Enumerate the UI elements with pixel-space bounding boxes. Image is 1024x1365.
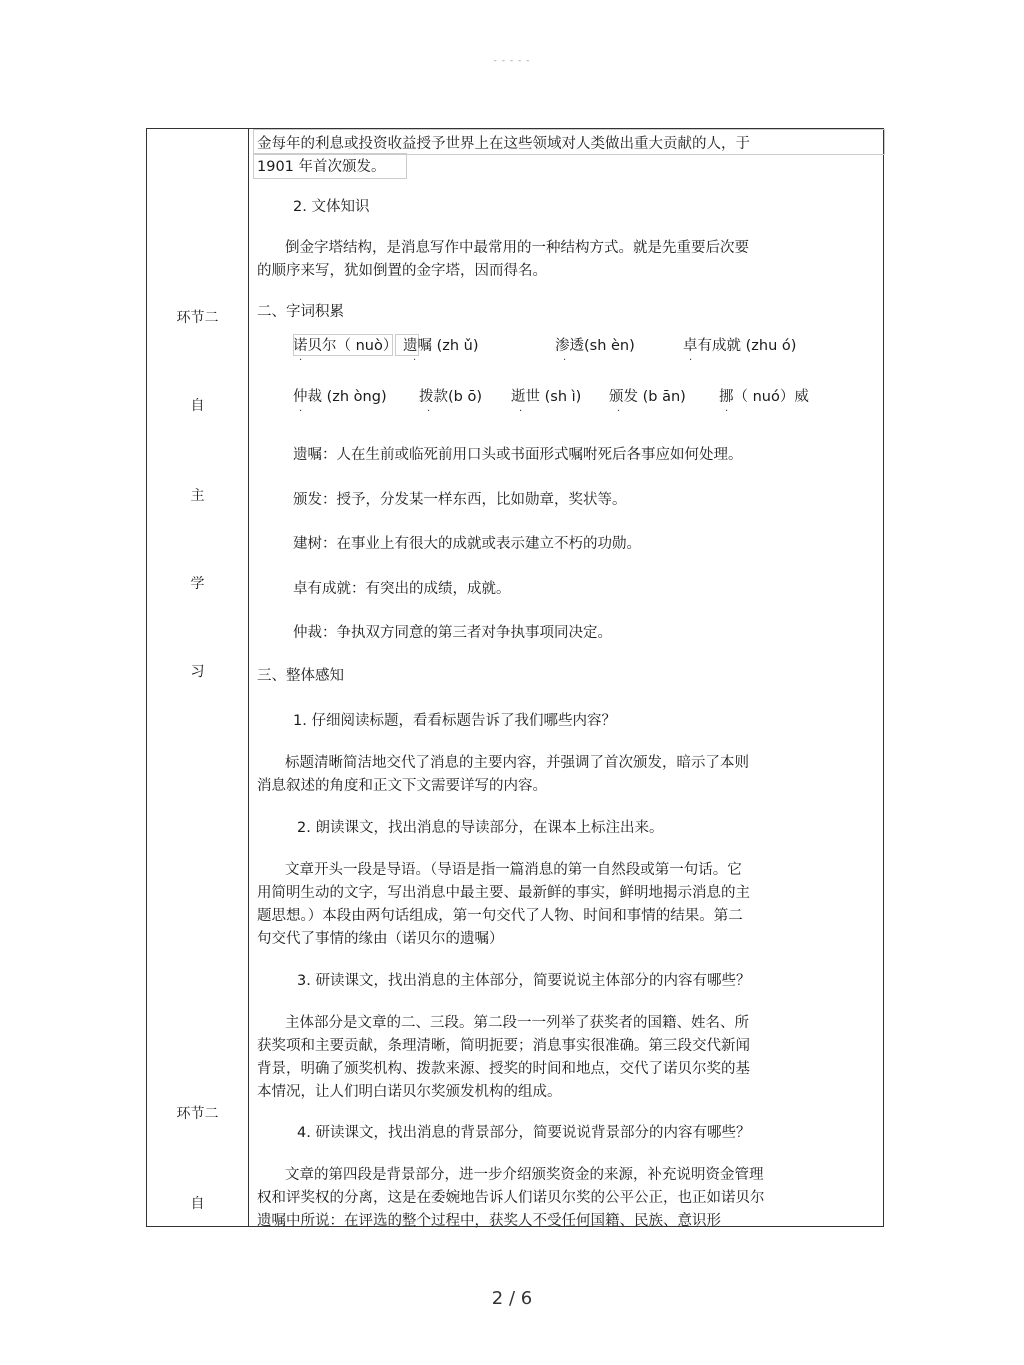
lesson-table <box>146 128 884 1227</box>
definition-yizhu: 遗嘱：人在生前或临死前用口头或书面形式嘱咐死后各事应如何处理。 <box>293 447 743 463</box>
word-shentou: 渗透(sh èn) <box>555 338 635 354</box>
section-char-zi: 自 <box>190 398 205 414</box>
intro-line-2: 1901 年首次颁发。 <box>257 159 386 175</box>
question-2: 2. 朗读课文，找出消息的导读部分，在课本上标注出来。 <box>297 820 664 836</box>
word-nuowei: 挪（ nuó）威 <box>719 389 809 405</box>
emphasis-dot: · <box>617 406 621 417</box>
emphasis-dot: · <box>299 355 303 366</box>
emphasis-dot: · <box>299 406 303 417</box>
answer-2-line-1: 文章开头一段是导语。（导语是指一篇消息的第一自然段或第一句话。它 <box>285 862 742 878</box>
answer-4-line-1: 文章的第四段是背景部分，进一步介绍颁奖资金的来源，补充说明资金管理 <box>285 1167 764 1183</box>
answer-2-line-4: 句交代了事情的缘由（诺贝尔的遗嘱） <box>257 931 504 947</box>
section-label-2: 环节二 <box>176 1106 219 1122</box>
emphasis-dot: · <box>413 355 417 366</box>
emphasis-dot: · <box>427 406 431 417</box>
word-banfa: 颁发 (b ān) <box>609 389 686 405</box>
word-yizhu: 遗嘱 (zh ǔ) <box>403 338 479 354</box>
answer-1-line-1: 标题清晰简洁地交代了消息的主要内容，并强调了首次颁发，暗示了本则 <box>285 755 749 771</box>
heading-overall-perception: 三、整体感知 <box>257 668 344 684</box>
definition-banfa: 颁发：授予，分发某一样东西，比如勋章，奖状等。 <box>293 492 627 508</box>
style-line-1: 倒金字塔结构，是消息写作中最常用的一种结构方式。就是先重要后次要 <box>285 240 749 256</box>
definition-zhuoyouchengjiu: 卓有成就：有突出的成绩，成就。 <box>293 581 511 597</box>
section-char-zi-2: 自 <box>190 1196 205 1212</box>
heading-style-knowledge: 2. 文体知识 <box>293 199 370 215</box>
heading-word-accumulation: 二、字词积累 <box>257 304 344 320</box>
question-4: 4. 研读课文，找出消息的背景部分，简要说说背景部分的内容有哪些？ <box>297 1125 751 1141</box>
word-zhongcai: 仲裁 (zh òng) <box>293 389 387 405</box>
section-char-xue: 学 <box>190 576 205 592</box>
answer-3-line-2: 获奖项和主要贡献，条理清晰，简明扼要；消息事实很准确。第三段交代新闻 <box>257 1038 750 1054</box>
answer-1-line-2: 消息叙述的角度和正文下文需要详写的内容。 <box>257 778 547 794</box>
answer-3-line-1: 主体部分是文章的二、三段。第二段一一列举了获奖者的国籍、姓名、所 <box>285 1015 749 1031</box>
section-char-xi: 习 <box>190 664 205 680</box>
section-char-zhu: 主 <box>190 488 205 504</box>
emphasis-dot: · <box>689 355 693 366</box>
column-divider <box>248 129 249 1226</box>
word-shishi: 逝世 (sh ì) <box>511 389 582 405</box>
section-label-1: 环节二 <box>176 310 219 326</box>
word-bokuan: 拨款(b ō) <box>419 389 482 405</box>
question-1: 1. 仔细阅读标题，看看标题告诉了我们哪些内容？ <box>293 713 616 729</box>
question-3: 3. 研读课文，找出消息的主体部分，简要说说主体部分的内容有哪些？ <box>297 973 751 989</box>
emphasis-dot: · <box>563 355 567 366</box>
header-mark: - - - - - <box>493 56 531 66</box>
definition-jianshu: 建树：在事业上有很大的成就或表示建立不朽的功勋。 <box>293 536 641 552</box>
answer-4-line-2: 权和评奖权的分离，这是在委婉地告诉人们诺贝尔奖的公平公正，也正如诺贝尔 <box>257 1190 765 1206</box>
word-nuobeier: 诺贝尔（ nuò） <box>293 338 398 354</box>
intro-line-1: 金每年的利息或投资收益授予世界上在这些领域对人类做出重大贡献的人，于 <box>257 136 750 152</box>
word-zhuoyouchengjiu: 卓有成就 (zhu ó) <box>683 338 797 354</box>
page-number: 2 / 6 <box>491 1288 533 1309</box>
answer-2-line-3: 题思想。）本段由两句话组成，第一句交代了人物、时间和事情的结果。第二 <box>257 908 743 924</box>
answer-2-line-2: 用简明生动的文字，写出消息中最主要、最新鲜的事实，鲜明地揭示消息的主 <box>257 885 750 901</box>
definition-zhongcai: 仲裁：争执双方同意的第三者对争执事项同决定。 <box>293 625 612 641</box>
style-line-2: 的顺序来写，犹如倒置的金字塔，因而得名。 <box>257 263 547 279</box>
emphasis-dot: · <box>725 406 729 417</box>
emphasis-dot: · <box>519 406 523 417</box>
answer-3-line-3: 背景，明确了颁奖机构、拨款来源、授奖的时间和地点，交代了诺贝尔奖的基 <box>257 1061 750 1077</box>
answer-3-line-4: 本情况，让人们明白诺贝尔奖颁发机构的组成。 <box>257 1084 562 1100</box>
scan-mark-box-3 <box>293 334 393 356</box>
answer-4-line-3: 遗嘱中所说：在评选的整个过程中，获奖人不受任何国籍、民族、意识形 <box>257 1213 721 1229</box>
